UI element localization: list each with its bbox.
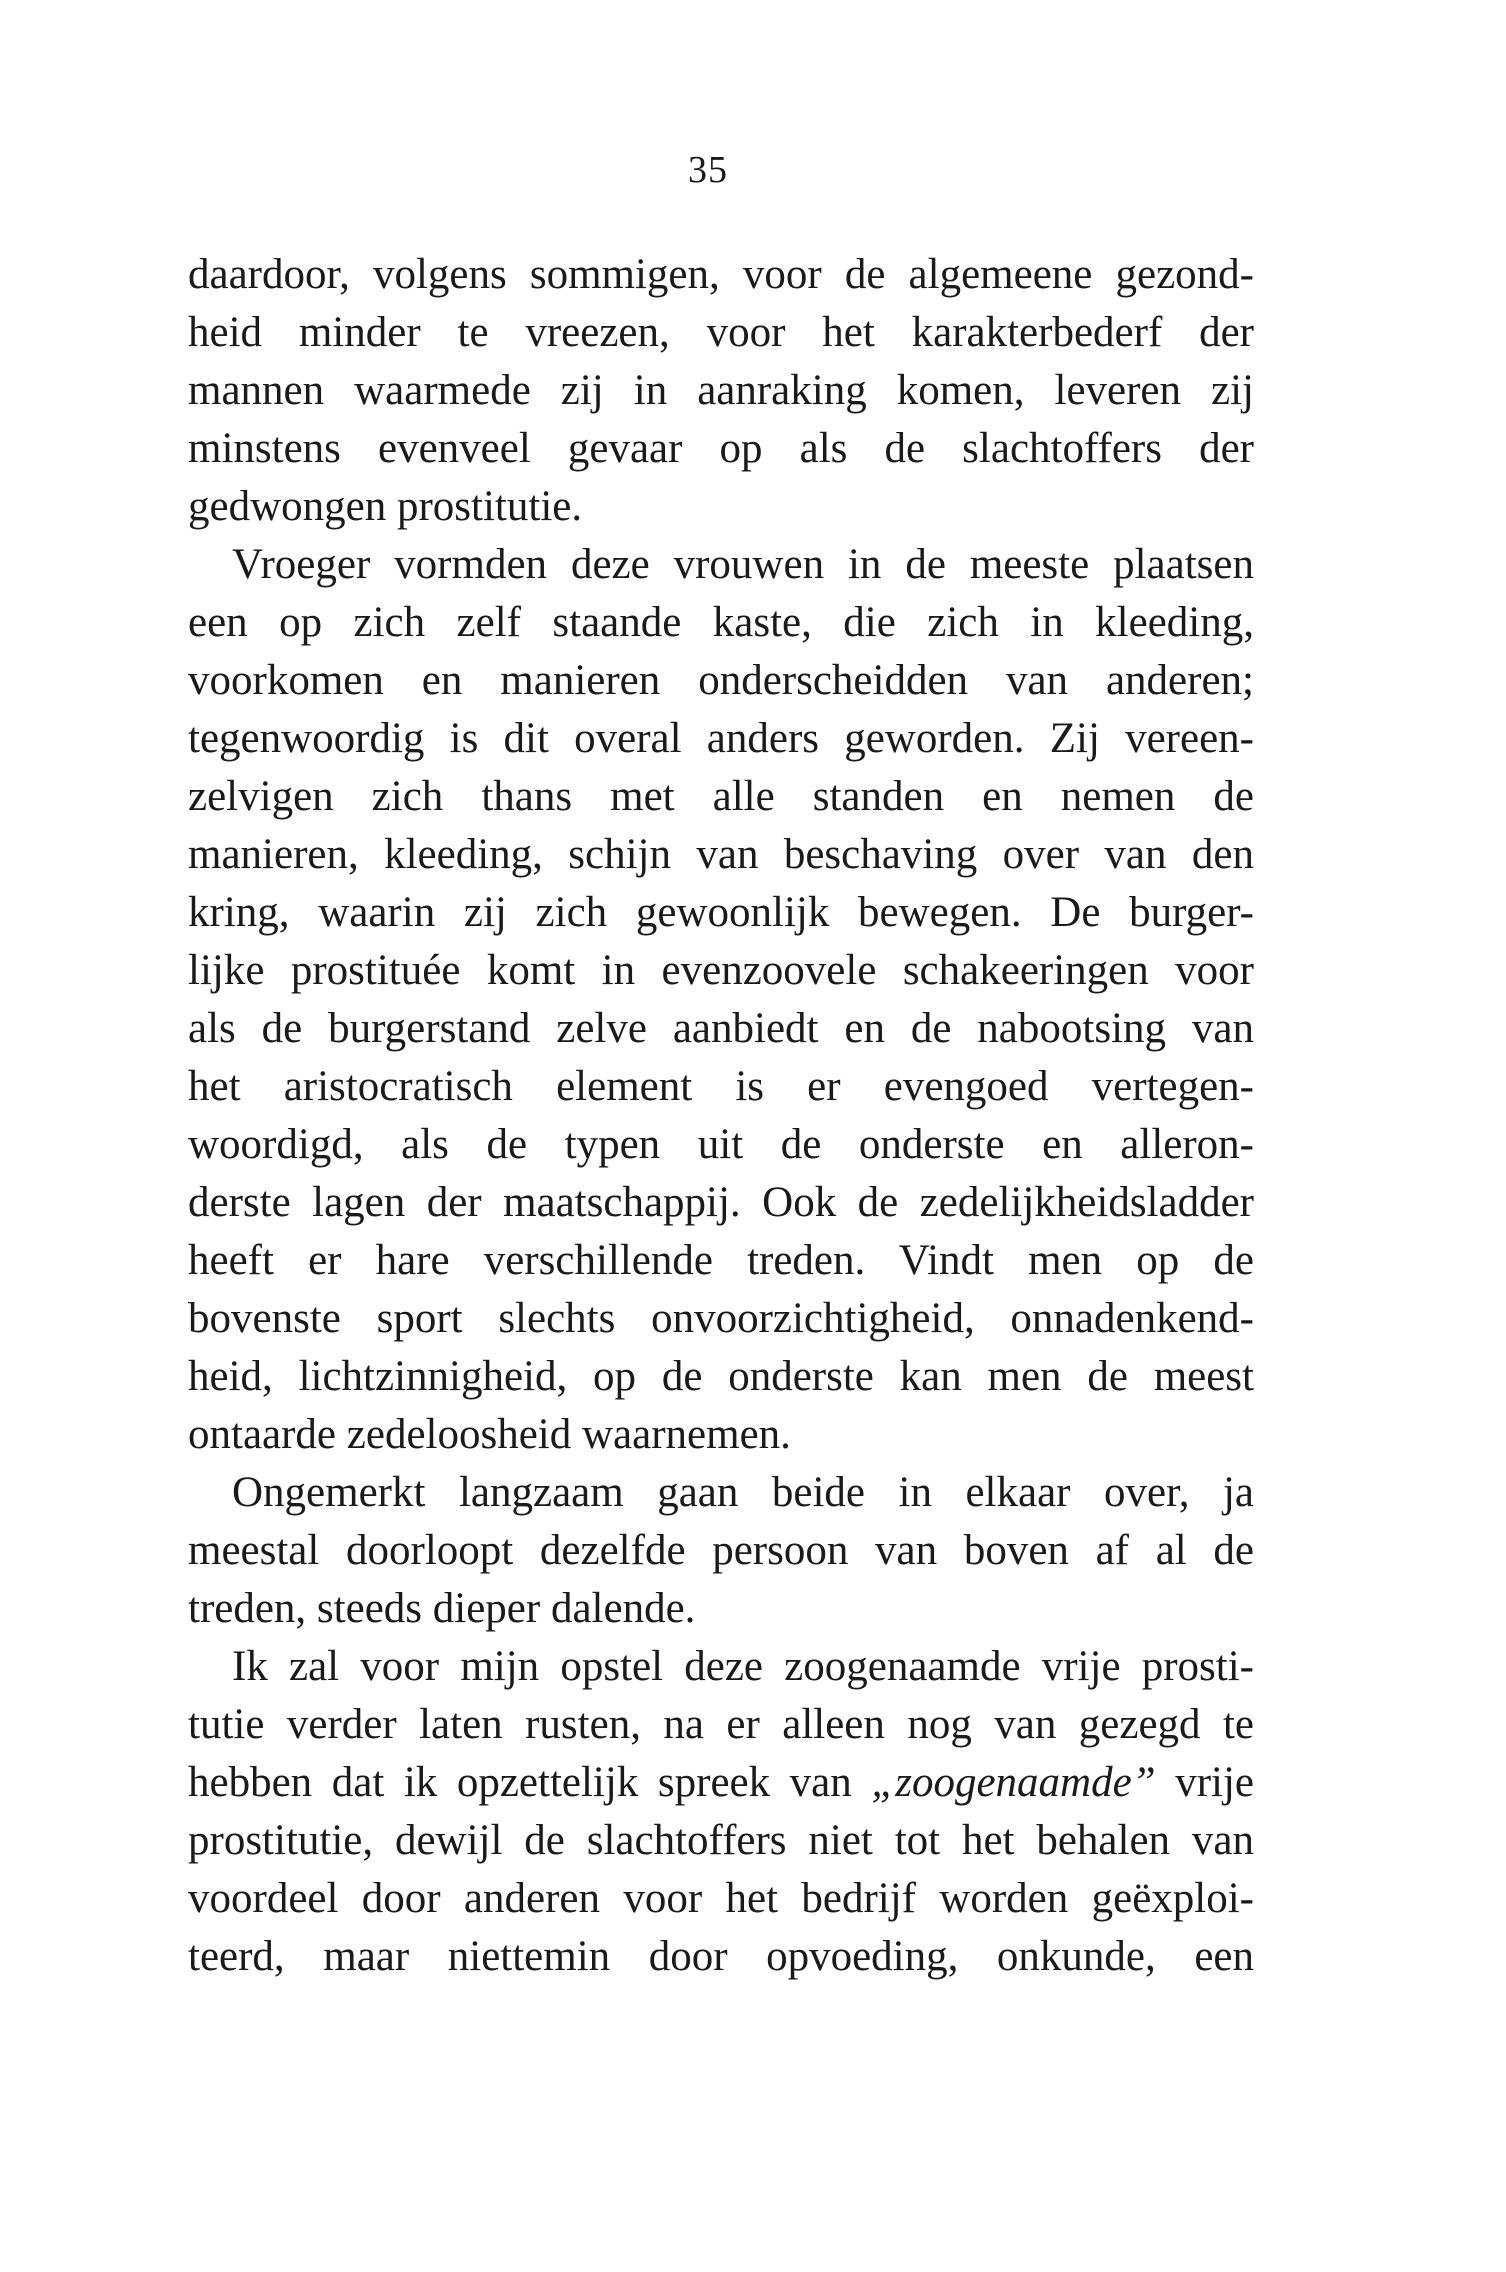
- text-line: voordeel door anderen voor het bedrijf worden geëxploi-: [188, 1875, 1254, 1922]
- text-line-with-quote: [188, 1754, 1254, 1812]
- text-line: heid, lichtzinnigheid, op de onderste kan men de meest: [188, 1353, 1254, 1400]
- text-line: gedwongen prostitutie.: [188, 483, 583, 530]
- text-line: Ongemerkt langzaam gaan beide in elkaar over, ja: [232, 1469, 1254, 1516]
- text-line: het aristocratisch element is er evengoed vertegen-: [188, 1063, 1254, 1110]
- text-line: manieren, kleeding, schijn van beschaving over van den: [188, 831, 1254, 878]
- text-line: lijke prostituée komt in evenzoovele schakeeringen voor: [188, 947, 1254, 994]
- text-line: kring, waarin zij zich gewoonlijk bewegen. De burger-: [188, 889, 1254, 936]
- text-line: mannen waarmede zij in aanraking komen, leveren zij: [188, 367, 1254, 414]
- text-line: prostitutie, dewijl de slachtoffers niet tot het behalen van: [188, 1817, 1254, 1864]
- text-line: derste lagen der maatschappij. Ook de zedelijkheidsladder: [188, 1179, 1254, 1226]
- text-line: Ik zal voor mijn opstel deze zoogenaamde vrije prosti-: [232, 1643, 1254, 1690]
- text-line: tegenwoordig is dit overal anders geworden. Zij vereen-: [188, 715, 1254, 762]
- body-text: [188, 246, 1254, 1986]
- text-line: daardoor, volgens sommigen, voor de algemeene gezond-: [188, 251, 1254, 298]
- text-line: heeft er hare verschillende treden. Vindt men op de: [188, 1237, 1254, 1284]
- text-line: voorkomen en manieren onderscheidden van anderen;: [188, 657, 1254, 704]
- text-line: ontaarde zedeloosheid waarnemen.: [188, 1411, 791, 1458]
- text-line: minstens evenveel gevaar op als de slachtoffers der: [188, 425, 1254, 472]
- quoted-term: „zoogenaamde”: [871, 1759, 1156, 1806]
- line-text: vrije: [1155, 1759, 1254, 1806]
- text-line: treden, steeds dieper dalende.: [188, 1585, 696, 1632]
- text-line: tutie verder laten rusten, na er alleen nog van gezegd te: [188, 1701, 1254, 1748]
- text-line: bovenste sport slechts onvoorzichtigheid, onnadenkend-: [188, 1295, 1254, 1342]
- text-line: teerd, maar niettemin door opvoeding, onkunde, een: [188, 1933, 1254, 1980]
- text-line: woordigd, als de typen uit de onderste en alleron-: [188, 1121, 1254, 1168]
- text-line: meestal doorloopt dezelfde persoon van boven af al de: [188, 1527, 1254, 1574]
- text-line: als de burgerstand zelve aanbiedt en de nabootsing van: [188, 1005, 1254, 1052]
- text-line: heid minder te vreezen, voor het karakterbederf der: [188, 309, 1254, 356]
- line-text: hebben dat ik opzettelijk spreek van: [188, 1759, 872, 1806]
- text-line: zelvigen zich thans met alle standen en nemen de: [188, 773, 1254, 820]
- text-line: een op zich zelf staande kaste, die zich in kleeding,: [188, 599, 1254, 646]
- page-number: 35: [688, 149, 728, 191]
- text-line: Vroeger vormden deze vrouwen in de meeste plaatsen: [232, 541, 1254, 588]
